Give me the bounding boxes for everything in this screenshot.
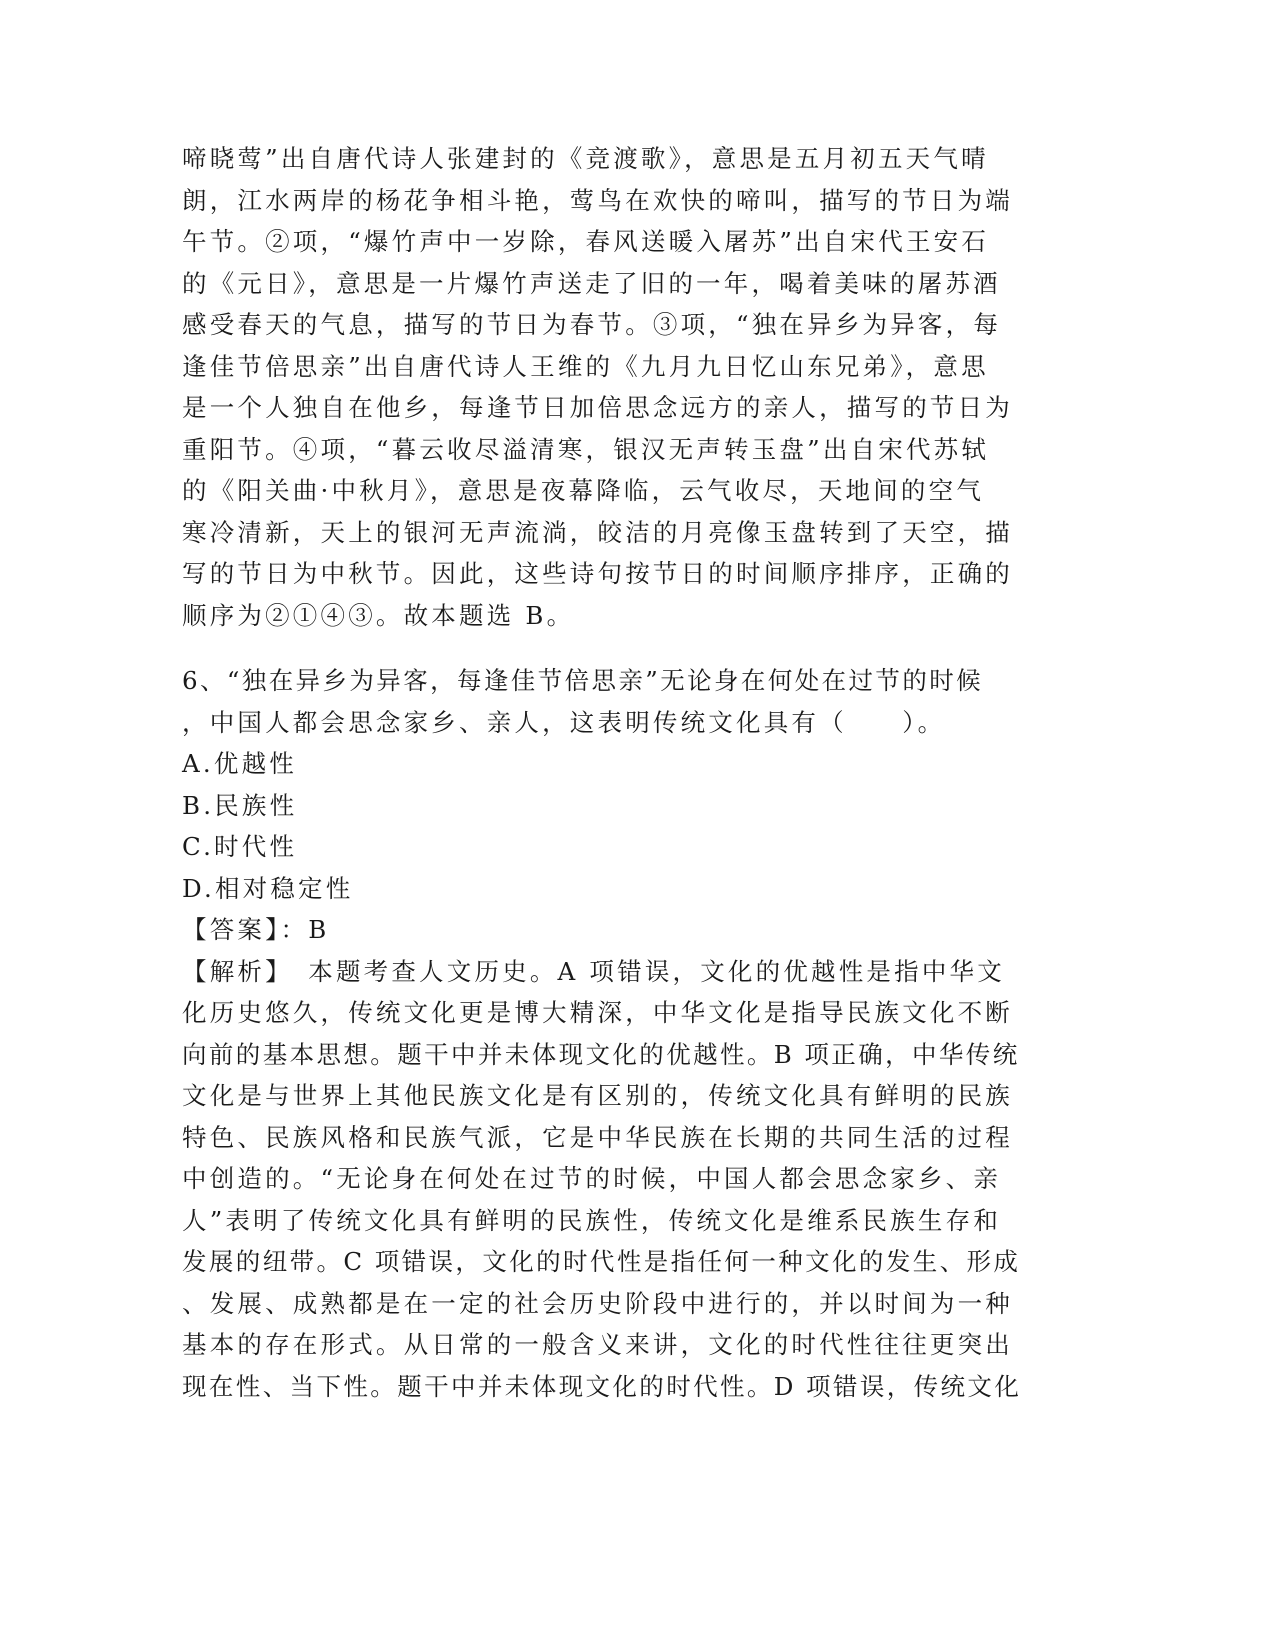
- analysis-line: 、发展、成熟都是在一定的社会历史阶段中进行的，并以时间为一种: [182, 1288, 1013, 1318]
- question-stem-line: 6、“独在异乡为异客，每逢佳节倍思亲”无论身在何处在过节的时候: [182, 666, 984, 695]
- paragraph-line: 午节。②项，“爆竹声中一岁除，春风送暖入屠苏”出自宋代王安石: [182, 227, 990, 256]
- paragraph-line: 是一个人独自在他乡，每逢节日加倍思念远方的亲人，描写的节日为: [182, 393, 1013, 422]
- option-c: C.时代性: [182, 832, 298, 861]
- paragraph-line: 的《元日》，意思是一片爆竹声送走了旧的一年，喝着美味的屠苏酒: [182, 268, 1001, 298]
- paragraph-line: 寒冷清新，天上的银河无声流淌，皎洁的月亮像玉盘转到了天空，描: [182, 517, 1013, 547]
- paragraph-line: 写的节日为中秋节。因此，这些诗句按节日的时间顺序排序，正确的: [182, 559, 1013, 588]
- option-b: B.民族性: [182, 790, 298, 820]
- question-6: [182, 660, 1042, 1407]
- analysis-line: 现在性、当下性。题干中并未体现文化的时代性。D 项错误，传统文化: [182, 1371, 1022, 1401]
- paragraph-line: 啼晓莺”出自唐代诗人张建封的《竞渡歌》，意思是五月初五天气晴: [182, 144, 989, 173]
- analysis-line: 向前的基本思想。题干中并未体现文化的优越性。B 项正确，中华传统: [182, 1039, 1020, 1069]
- paragraph-line: 逢佳节倍思亲”出自唐代诗人王维的《九月九日忆山东兄弟》，意思: [182, 351, 989, 381]
- paragraph-line: 重阳节。④项，“暮云收尽溢清寒，银汉无声转玉盘”出自宋代苏轼: [182, 434, 990, 464]
- paragraph-line: 感受春天的气息，描写的节日为春节。③项，“独在异乡为异客，每: [182, 310, 1002, 339]
- option-d: D.相对稳定性: [182, 873, 354, 903]
- analysis-line: 特色、民族风格和民族气派，它是中华民族在长期的共同生活的过程: [182, 1122, 1013, 1152]
- paragraph-line: 朗，江水两岸的杨花争相斗艳，莺鸟在欢快的啼叫，描写的节日为端: [182, 185, 1013, 215]
- analysis-line: 中创造的。“无论身在何处在过节的时候，中国人都会思念家乡、亲: [182, 1164, 1002, 1193]
- explanation-continuation: [182, 138, 1042, 636]
- answer-line: 【答案】：B: [182, 915, 330, 944]
- analysis-line: 基本的存在形式。从日常的一般含义来讲，文化的时代性往往更突出: [182, 1330, 1013, 1359]
- analysis-line: 化历史悠久，传统文化更是博大精深，中华文化是指导民族文化不断: [182, 998, 1013, 1027]
- option-a: A.优越性: [182, 749, 297, 778]
- paragraph-line: 顺序为②①④③。故本题选 B。: [182, 600, 575, 630]
- question-stem-line: ，中国人都会思念家乡、亲人，这表明传统文化具有（ ）。: [182, 707, 946, 737]
- analysis-line: 【解析】 本题考查人文历史。A 项错误，文化的优越性是指中华文: [182, 956, 1005, 986]
- paragraph-line: 的《阳关曲·中秋月》，意思是夜幕降临，云气收尽，天地间的空气: [182, 476, 985, 505]
- analysis-line: 发展的纽带。C 项错误，文化的时代性是指任何一种文化的发生、形成: [182, 1247, 1021, 1276]
- analysis-line: 文化是与世界上其他民族文化是有区别的，传统文化具有鲜明的民族: [182, 1081, 1013, 1110]
- analysis-line: 人”表明了传统文化具有鲜明的民族性，传统文化是维系民族生存和: [182, 1205, 1002, 1235]
